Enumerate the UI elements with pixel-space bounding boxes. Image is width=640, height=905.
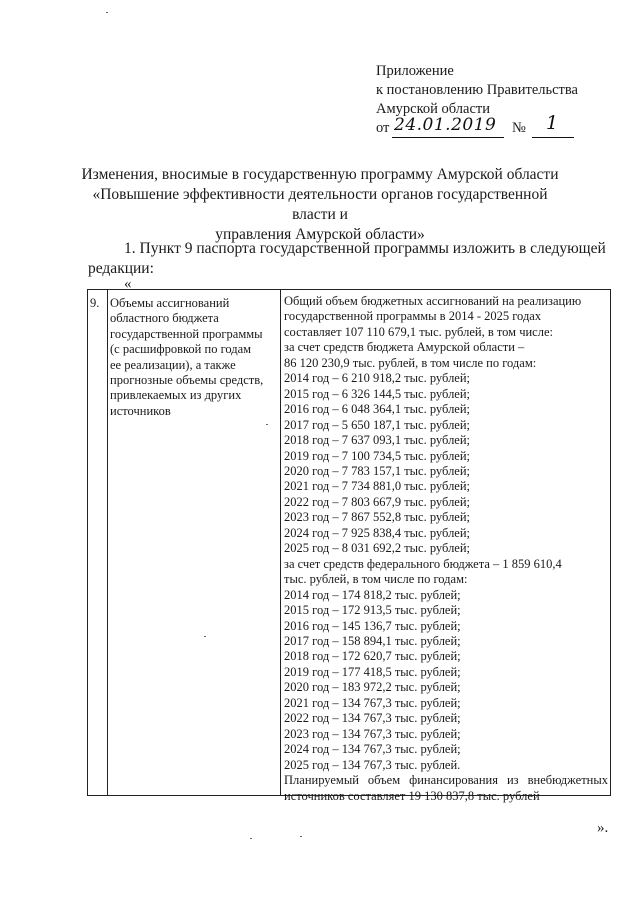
content-line: 2021 год – 7 734 881,0 тыс. рублей;: [284, 479, 471, 494]
content-line: 2024 год – 7 925 838,4 тыс. рублей;: [284, 525, 471, 540]
content-line: 86 120 230,9 тыс. рублей, в том числе по годам:: [284, 355, 537, 370]
label-line: ее реализации), а также: [110, 357, 236, 372]
content-line: 2017 год – 158 894,1 тыс. рублей;: [284, 633, 461, 648]
title-line-1: Изменения, вносимые в государственную программу Амурской области: [81, 166, 559, 183]
content-line: 2020 год – 7 783 157,1 тыс. рублей;: [284, 463, 471, 478]
closing-quote: ».: [597, 820, 609, 836]
label-line: областного бюджета: [110, 311, 219, 326]
document-title: [70, 165, 570, 245]
approval-block: [376, 62, 616, 139]
content-line: 2023 год – 7 867 552,8 тыс. рублей;: [284, 510, 471, 525]
content-line: 2016 год – 6 048 364,1 тыс. рублей;: [284, 402, 471, 417]
content-line: составляет 107 110 679,1 тыс. рублей, в том числе:: [284, 324, 553, 339]
label-line: Объемы ассигнований: [110, 296, 230, 310]
content-line: Общий объем бюджетных ассигнований на реализацию: [284, 294, 582, 308]
table-column-divider-2: [280, 290, 281, 795]
content-line: 2018 год – 172 620,7 тыс. рублей;: [284, 649, 461, 664]
content-line: 2015 год – 6 326 144,5 тыс. рублей;: [284, 386, 471, 401]
label-line: государственной программы: [110, 326, 263, 341]
label-line: (с расшифровкой по годам: [110, 342, 252, 357]
opening-quote: «: [124, 276, 132, 292]
title-line-3: управления Амурской области»: [215, 226, 425, 243]
row-number-cell: 9.: [90, 296, 100, 310]
content-line: тыс. рублей, в том числе по годам:: [284, 572, 468, 587]
content-line: 2019 год – 7 100 734,5 тыс. рублей;: [284, 448, 471, 463]
table-column-divider-1: [107, 290, 108, 795]
content-line: 2016 год – 145 136,7 тыс. рублей;: [284, 618, 461, 633]
content-line: 2023 год – 134 767,3 тыс. рублей;: [284, 726, 461, 741]
label-line: источников: [110, 403, 171, 418]
title-line-2: «Повышение эффективности деятельности органов государственной власти и: [92, 186, 548, 223]
number-underline: [532, 137, 574, 138]
content-line: 2018 год – 7 637 093,1 тыс. рублей;: [284, 433, 471, 448]
paragraph-line-1: 1. Пункт 9 паспорта государственной программы изложить в следующей: [124, 240, 606, 257]
approval-date-number-line: [376, 112, 616, 139]
content-line: 2019 год – 177 418,5 тыс. рублей;: [284, 664, 461, 679]
content-line: 2025 год – 134 767,3 тыс. рублей.: [284, 757, 461, 772]
content-line: 2015 год – 172 913,5 тыс. рублей;: [284, 603, 461, 618]
scan-speck: [250, 838, 252, 839]
row-content-cell: [284, 294, 608, 804]
handwritten-number: 1: [546, 112, 559, 134]
content-line: Планируемый объем финансирования из внебюджетных: [284, 773, 608, 788]
label-line: прогнозные объемы средств,: [110, 373, 264, 388]
paragraph-line-2: редакции:: [88, 260, 154, 277]
scan-speck: [300, 836, 302, 837]
passport-table: [87, 289, 611, 803]
scan-speck: [106, 12, 108, 13]
number-prefix: №: [512, 120, 526, 136]
approval-line-1: Приложение: [376, 63, 454, 79]
content-line: 2021 год – 134 767,3 тыс. рублей;: [284, 695, 461, 710]
content-line: 2022 год – 134 767,3 тыс. рублей;: [284, 711, 461, 726]
content-line: 2022 год – 7 803 667,9 тыс. рублей;: [284, 494, 471, 509]
approval-line-3: Амурской области: [376, 101, 490, 117]
row-label-cell: [110, 296, 278, 419]
handwritten-date: 24.01.2019: [394, 115, 497, 135]
label-line: привлекаемых из других: [110, 388, 242, 403]
content-line: 2020 год – 183 972,2 тыс. рублей;: [284, 680, 461, 695]
content-line: за счет средств федерального бюджета – 1 859 610,4: [284, 556, 562, 571]
content-line: за счет средств бюджета Амурской области –: [284, 340, 525, 355]
scan-speck: [204, 636, 206, 637]
content-line: 2017 год – 5 650 187,1 тыс. рублей;: [284, 417, 471, 432]
date-underline: [392, 137, 504, 138]
content-line: 2025 год – 8 031 692,2 тыс. рублей;: [284, 541, 471, 556]
approval-line-2: к постановлению Правительства: [376, 82, 578, 98]
content-line: источников составляет 19 130 837,8 тыс. рублей: [284, 788, 540, 803]
content-line: государственной программы в 2014 - 2025 годах: [284, 309, 542, 324]
content-line: 2024 год – 134 767,3 тыс. рублей;: [284, 742, 461, 757]
content-line: 2014 год – 174 818,2 тыс. рублей;: [284, 587, 461, 602]
scan-speck: [266, 424, 268, 425]
date-prefix: от: [376, 120, 390, 136]
content-line: 2014 год – 6 210 918,2 тыс. рублей;: [284, 371, 471, 386]
